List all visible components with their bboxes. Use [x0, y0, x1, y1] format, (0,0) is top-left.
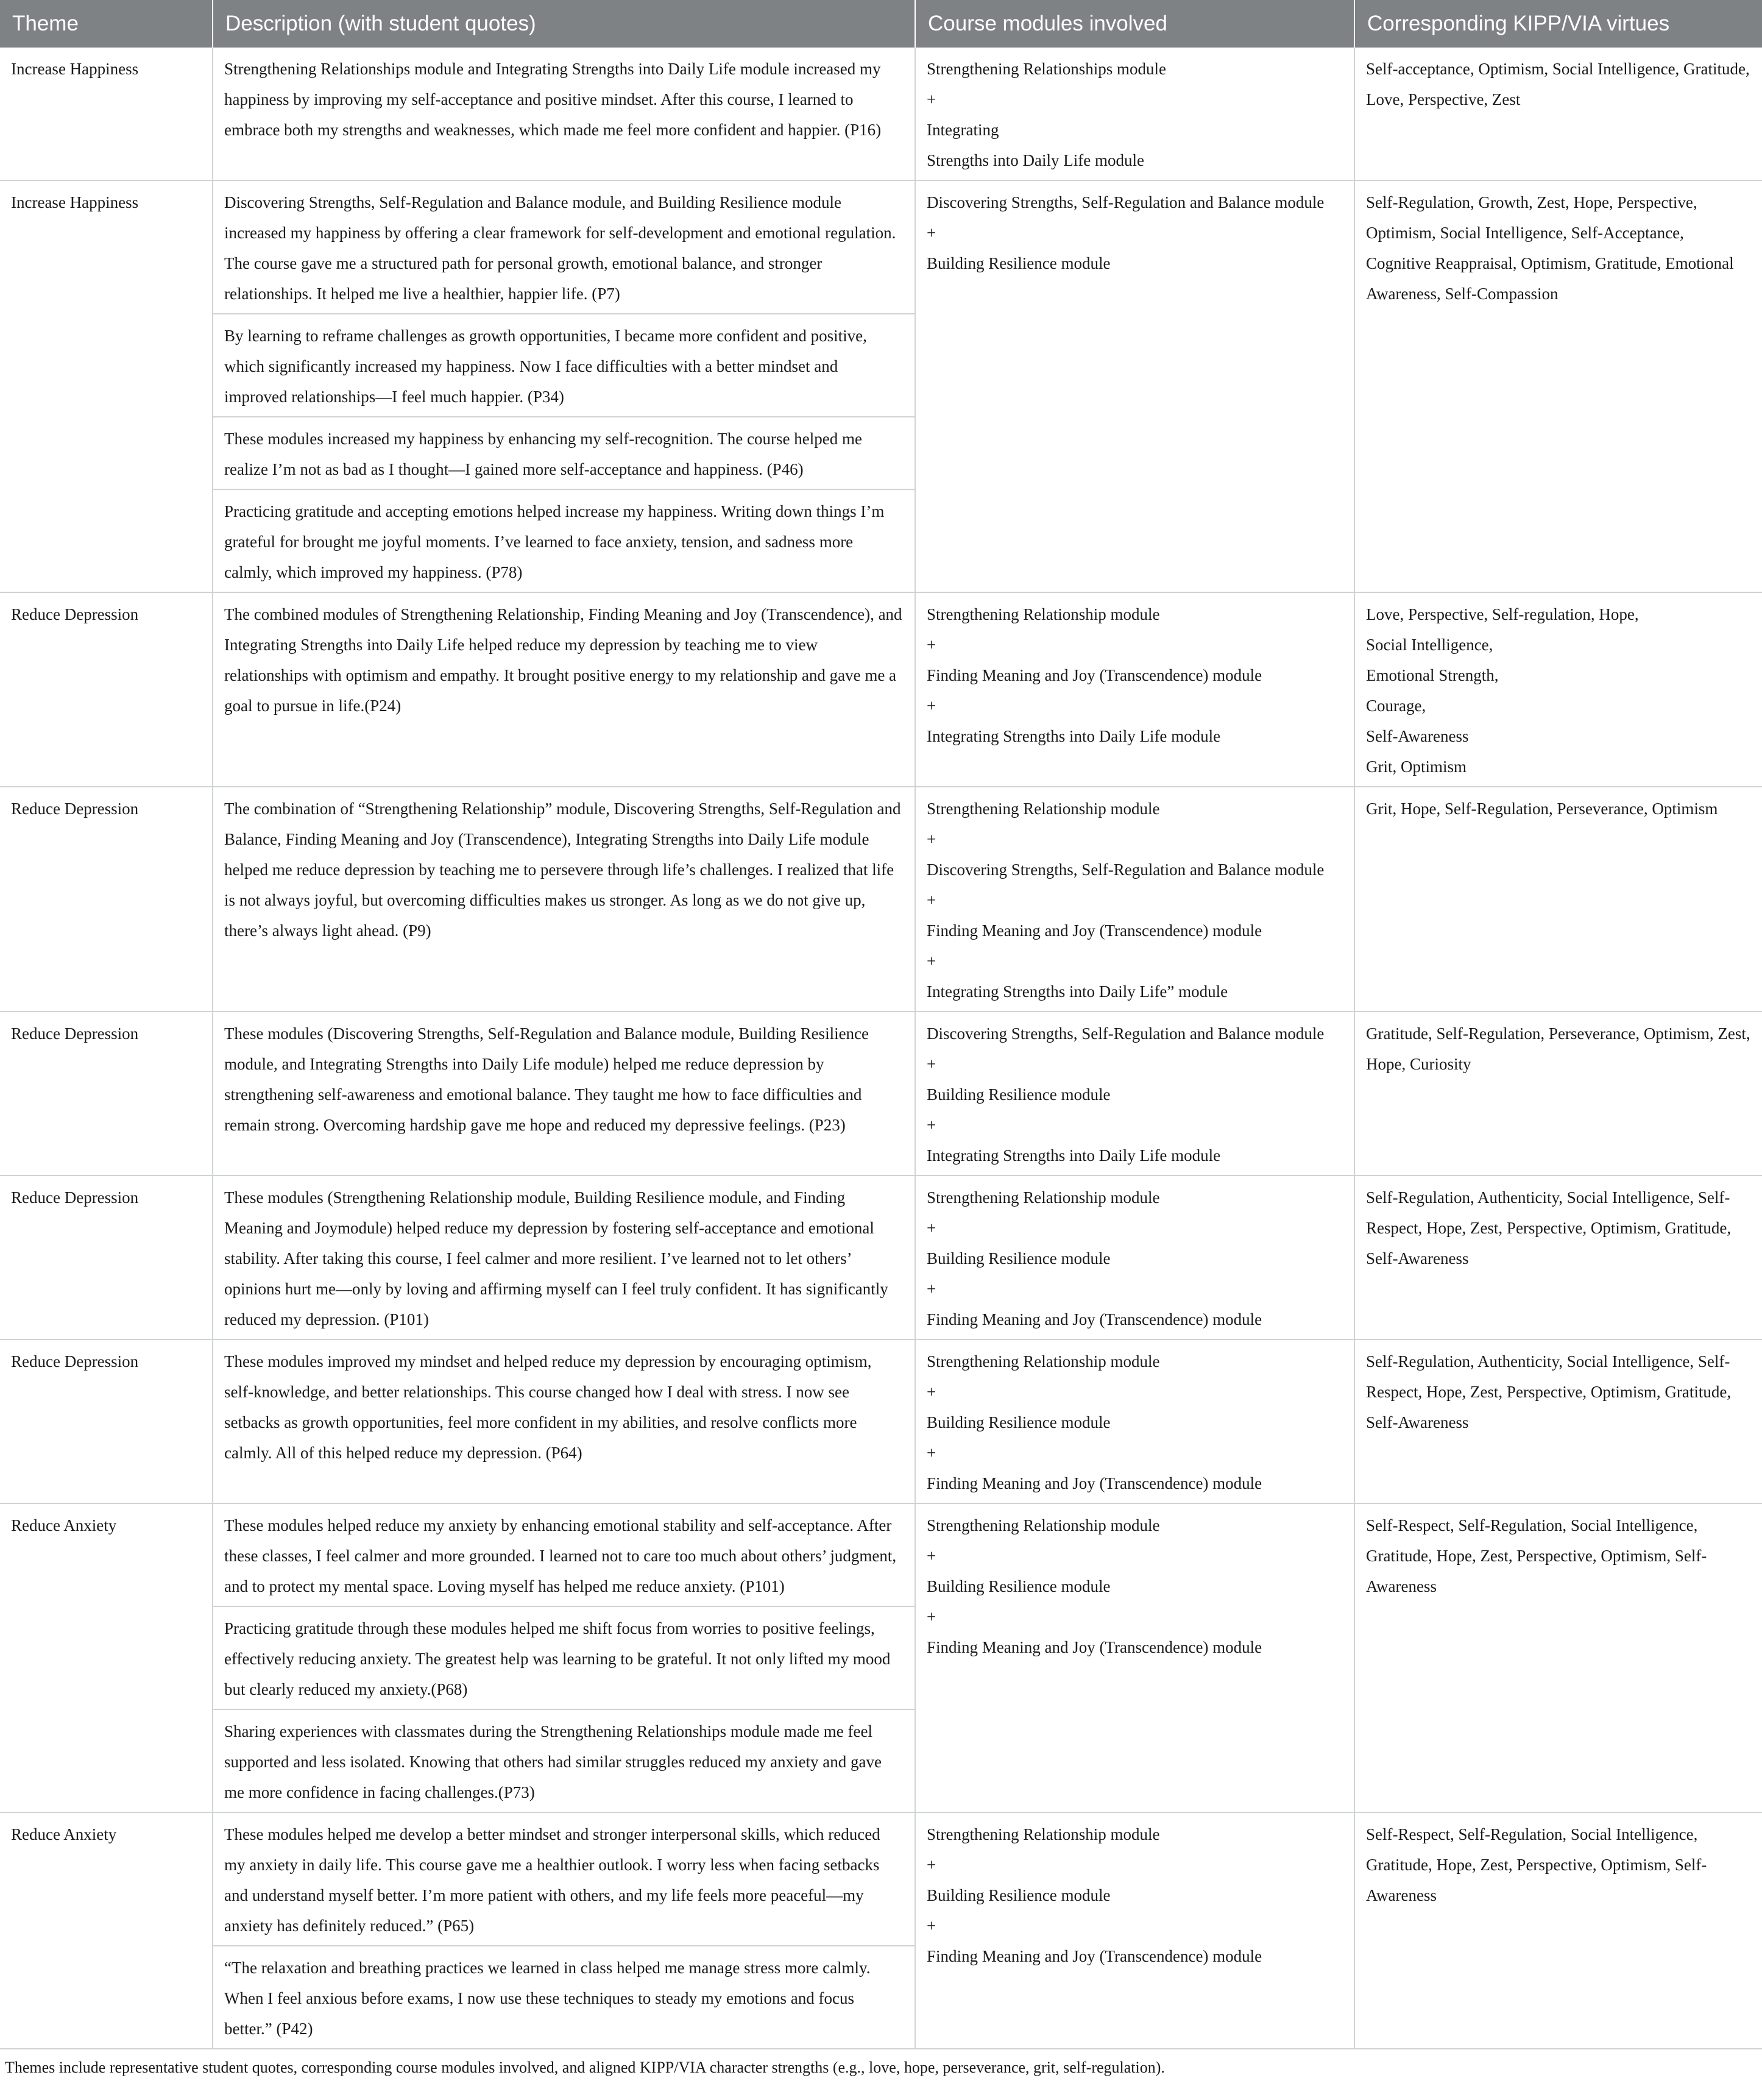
module-name: Finding Meaning and Joy (Transcendence) module: [927, 921, 1262, 940]
theme-cell: Increase Happiness: [0, 180, 213, 592]
module-name: Discovering Strengths, Self-Regulation and Balance module: [927, 193, 1325, 211]
module-name: Integrating: [927, 121, 999, 139]
module-plus: +: [927, 891, 936, 909]
module-plus: +: [927, 1856, 936, 1874]
quote-cell: “The relaxation and breathing practices we learned in class helped me manage stress more calmly. When I feel anxious before exams, I now use these techniques to steady my emotions and focus better.” (P42): [213, 1946, 915, 2049]
module-name: Strengthening Relationship module: [927, 800, 1160, 818]
virtue-line: Gratitude, Self-Regulation, Perseverance, Optimism, Zest, Hope, Curiosity: [1366, 1024, 1750, 1073]
table-row: [0, 787, 1762, 1012]
module-name: Strengths into Daily Life module: [927, 151, 1144, 169]
virtue-line: Self-acceptance, Optimism, Social Intelligence, Gratitude, Love, Perspective, Zest: [1366, 60, 1750, 108]
theme-cell: Reduce Anxiety: [0, 1812, 213, 2049]
module-name: Integrating Strengths into Daily Life module: [927, 1146, 1221, 1165]
module-name: Discovering Strengths, Self-Regulation and Balance module: [927, 1024, 1325, 1043]
module-plus: +: [927, 636, 936, 654]
module-plus: +: [927, 1116, 936, 1134]
table-row: [0, 1012, 1762, 1176]
theme-cell: Reduce Anxiety: [0, 1503, 213, 1812]
module-name: Strengthening Relationship module: [927, 605, 1160, 623]
virtues-cell: [1354, 592, 1762, 787]
table-row: [0, 48, 1762, 180]
header-virtues: Corresponding KIPP/VIA virtues: [1354, 0, 1762, 48]
module-plus: +: [927, 1383, 936, 1401]
quote-cell: These modules increased my happiness by enhancing my self-recognition. The course helped me realize I’m not as bad as I thought—I gained more self-acceptance and happiness. (P46): [213, 417, 915, 489]
quote-cell: These modules improved my mindset and helped reduce my depression by encouraging optimism, self-knowledge, and better relationships. This course changed how I deal with stress. I now see setbacks as growth opportunities, feel more confident in my abilities, and resolve conflicts more calmly. All of this helped reduce my depression. (P64): [213, 1339, 915, 1503]
quote-cell: These modules helped me develop a better mindset and stronger interpersonal skills, which reduced my anxiety in daily life. This course gave me a healthier outlook. I worry less when facing setbacks and understand myself better. I’m more patient with others, and my life feels more peaceful—my anxiety has definitely reduced.” (P65): [213, 1812, 915, 1946]
module-plus: +: [927, 952, 936, 970]
module-name: Finding Meaning and Joy (Transcendence) module: [927, 1310, 1262, 1328]
theme-cell: Reduce Depression: [0, 1012, 213, 1176]
quote-cell: Practicing gratitude and accepting emotions helped increase my happiness. Writing down things I’m grateful for brought me joyful moments. I’ve learned to face anxiety, tension, and sadness more calmly, which improved my happiness. (P78): [213, 489, 915, 592]
virtues-cell: [1354, 787, 1762, 1012]
modules-cell: [915, 48, 1354, 180]
module-plus: +: [927, 90, 936, 108]
theme-cell: Reduce Depression: [0, 1339, 213, 1503]
quote-cell: Discovering Strengths, Self-Regulation and Balance module, and Building Resilience module increased my happiness by offering a clear framework for self-development and emotional regulation. The course gave me a structured path for personal growth, emotional balance, and stronger relationships. It helped me live a healthier, happier life. (P7): [213, 180, 915, 314]
virtue-line: Self-Regulation, Authenticity, Social Intelligence, Self-Respect, Hope, Zest, Perspective, Optimism, Gratitude, Self-Awareness: [1366, 1188, 1732, 1268]
virtues-cell: [1354, 1503, 1762, 1812]
quote-cell: Sharing experiences with classmates during the Strengthening Relationships module made me feel supported and less isolated. Knowing that others had similar struggles reduced my anxiety and gave me more confidence in facing challenges.(P73): [213, 1709, 915, 1812]
modules-cell: [915, 1812, 1354, 2049]
module-name: Strengthening Relationship module: [927, 1352, 1160, 1371]
virtues-cell: [1354, 180, 1762, 592]
table-footnote: Themes include representative student quotes, corresponding course modules involved, and aligned KIPP/VIA character strengths (e.g., love, hope, perseverance, grit, self-regulation).: [5, 2059, 1165, 2076]
module-name: Finding Meaning and Joy (Transcendence) module: [927, 1638, 1262, 1656]
modules-cell: [915, 1339, 1354, 1503]
module-name: Finding Meaning and Joy (Transcendence) module: [927, 666, 1262, 684]
quote-cell: Practicing gratitude through these modules helped me shift focus from worries to positive feelings, effectively reducing anxiety. The greatest help was learning to be grateful. It not only lifted my mood but clearly reduced my anxiety.(P68): [213, 1606, 915, 1709]
module-name: Building Resilience module: [927, 254, 1111, 272]
table-row: [0, 180, 1762, 314]
modules-cell: [915, 1176, 1354, 1339]
virtues-cell: [1354, 1012, 1762, 1176]
module-plus: +: [927, 1917, 936, 1935]
virtue-line: Courage,: [1366, 697, 1426, 715]
virtue-line: Self-Awareness: [1366, 727, 1469, 745]
module-plus: +: [927, 1547, 936, 1565]
quote-cell: These modules helped reduce my anxiety by enhancing emotional stability and self-acceptance. After these classes, I feel calmer and more grounded. I learned not to care too much about others’ judgment, and to protect my mental space. Loving myself has helped me reduce anxiety. (P101): [213, 1503, 915, 1606]
table-row: [0, 1339, 1762, 1503]
module-plus: +: [927, 697, 936, 715]
quote-cell: By learning to reframe challenges as growth opportunities, I became more confident and positive, which significantly increased my happiness. Now I face difficulties with a better mindset and improved relationships—I feel much happier. (P34): [213, 314, 915, 417]
table-row: [0, 1176, 1762, 1339]
quote-cell: These modules (Discovering Strengths, Self-Regulation and Balance module, Building Resilience module, and Integrating Strengths into Daily Life module) helped me reduce depression by strengthening self-awareness and emotional balance. They taught me how to face difficulties and remain strong. Overcoming hardship gave me hope and reduced my depressive feelings. (P23): [213, 1012, 915, 1176]
virtue-line: Self-Respect, Self-Regulation, Social Intelligence, Gratitude, Hope, Zest, Perspective, Optimism, Self-Awareness: [1366, 1516, 1707, 1595]
table-header-row: [0, 0, 1762, 48]
module-plus: +: [927, 224, 936, 242]
module-plus: +: [927, 1608, 936, 1626]
header-modules: Course modules involved: [915, 0, 1354, 48]
virtue-line: Grit, Optimism: [1366, 757, 1467, 776]
module-plus: +: [927, 1219, 936, 1237]
virtue-line: Grit, Hope, Self-Regulation, Perseverance, Optimism: [1366, 800, 1718, 818]
header-description: Description (with student quotes): [213, 0, 915, 48]
table-row: [0, 1812, 1762, 1946]
virtues-cell: [1354, 1339, 1762, 1503]
module-plus: +: [927, 1444, 936, 1462]
table-row: [0, 1503, 1762, 1606]
modules-cell: [915, 592, 1354, 787]
virtue-line: Social Intelligence,: [1366, 636, 1493, 654]
modules-cell: [915, 180, 1354, 592]
table-row: [0, 592, 1762, 787]
theme-cell: Reduce Depression: [0, 1176, 213, 1339]
module-name: Integrating Strengths into Daily Life module: [927, 727, 1221, 745]
header-theme: Theme: [0, 0, 213, 48]
quote-cell: The combined modules of Strengthening Relationship, Finding Meaning and Joy (Transcendence), and Integrating Strengths into Daily Life helped reduce my depression by teaching me to view relationships with optimism and empathy. It brought positive energy to my relationship and gave me a goal to pursue in life.(P24): [213, 592, 915, 787]
module-name: Building Resilience module: [927, 1413, 1111, 1431]
theme-cell: Reduce Depression: [0, 787, 213, 1012]
module-name: Integrating Strengths into Daily Life” module: [927, 982, 1228, 1001]
quote-cell: These modules (Strengthening Relationship module, Building Resilience module, and Finding Meaning and Joymodule) helped reduce my depression by fostering self-acceptance and emotional stability. After taking this course, I feel calmer and more resilient. I’ve learned not to let others’ opinions hurt me—only by loving and affirming myself can I feel truly confident. It has significantly reduced my depression. (P101): [213, 1176, 915, 1339]
module-name: Strengthening Relationship module: [927, 1188, 1160, 1207]
virtue-line: Self-Regulation, Growth, Zest, Hope, Perspective, Optimism, Social Intelligence, Self-Acceptance, Cognitive Reappraisal, Optimism, Gratitude, Emotional Awareness, Self-Compassion: [1366, 193, 1734, 303]
module-name: Building Resilience module: [927, 1577, 1111, 1595]
module-name: Building Resilience module: [927, 1085, 1111, 1104]
module-name: Finding Meaning and Joy (Transcendence) module: [927, 1947, 1262, 1965]
module-name: Finding Meaning and Joy (Transcendence) module: [927, 1474, 1262, 1492]
virtue-line: Love, Perspective, Self-regulation, Hope,: [1366, 605, 1639, 623]
virtues-cell: [1354, 1812, 1762, 2049]
virtues-cell: [1354, 48, 1762, 180]
virtue-line: Self-Regulation, Authenticity, Social Intelligence, Self-Respect, Hope, Zest, Perspective, Optimism, Gratitude, Self-Awareness: [1366, 1352, 1732, 1431]
modules-cell: [915, 1503, 1354, 1812]
module-name: Strengthening Relationships module: [927, 60, 1166, 78]
virtues-cell: [1354, 1176, 1762, 1339]
module-plus: +: [927, 1055, 936, 1073]
module-name: Building Resilience module: [927, 1249, 1111, 1268]
theme-cell: Reduce Depression: [0, 592, 213, 787]
virtue-line: Self-Respect, Self-Regulation, Social Intelligence, Gratitude, Hope, Zest, Perspective, Optimism, Self-Awareness: [1366, 1825, 1707, 1904]
quote-cell: The combination of “Strengthening Relationship” module, Discovering Strengths, Self-Regulation and Balance, Finding Meaning and Joy (Transcendence), Integrating Strengths into Daily Life module helped me reduce depression by teaching me to persevere through life’s challenges. I realized that life is not always joyful, but overcoming difficulties makes us stronger. As long as we do not give up, there’s always light ahead. (P9): [213, 787, 915, 1012]
table-body: [0, 48, 1762, 2049]
module-name: Discovering Strengths, Self-Regulation and Balance module: [927, 860, 1325, 879]
modules-cell: [915, 787, 1354, 1012]
modules-cell: [915, 1012, 1354, 1176]
module-plus: +: [927, 830, 936, 848]
theme-cell: Increase Happiness: [0, 48, 213, 180]
quote-cell: Strengthening Relationships module and Integrating Strengths into Daily Life module increased my happiness by improving my self-acceptance and positive mindset. After this course, I learned to embrace both my strengths and weaknesses, which made me feel more confident and happier. (P16): [213, 48, 915, 180]
module-name: Building Resilience module: [927, 1886, 1111, 1904]
module-name: Strengthening Relationship module: [927, 1825, 1160, 1843]
virtue-line: Emotional Strength,: [1366, 666, 1499, 684]
module-plus: +: [927, 1280, 936, 1298]
module-name: Strengthening Relationship module: [927, 1516, 1160, 1534]
